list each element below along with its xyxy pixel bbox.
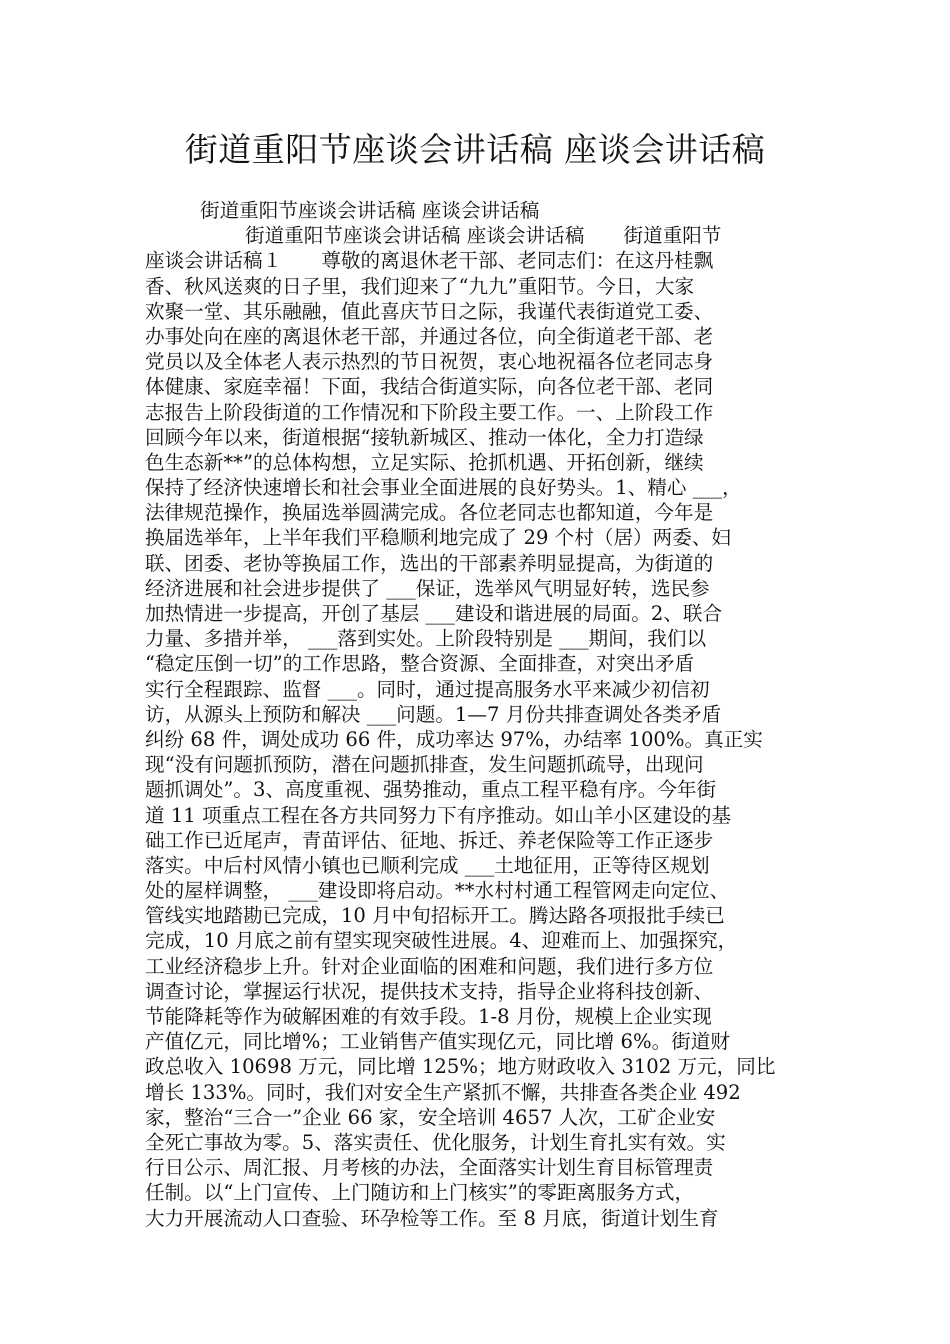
body-line: 座谈会讲话稿１ 尊敬的离退休老干部、老同志们：在这丹桂飘 (145, 249, 714, 273)
body-line: 联、团委、老协等换届工作，选出的干部素养明显提高，为街道的 (145, 551, 714, 575)
body-line: 换届选举年，上半年我们平稳顺利地完成了 29 个村（居）两委、妇 (145, 526, 732, 550)
document-body (145, 198, 825, 1231)
body-line: 节能降耗等作为破解困难的有效手段。1-8 月份，规模上企业实现 (145, 1005, 712, 1028)
body-line: 产值亿元，同比增%；工业销售产值实现亿元，同比增 6%。街道财 (145, 1030, 730, 1054)
body-line: 工业经济稳步上升。针对企业面临的困难和问题，我们进行多方位 (145, 954, 714, 978)
body-line: 完成，10 月底之前有望实现突破性进展。4、迎难而上、加强探究， (145, 929, 738, 953)
document-title: 街道重阳节座谈会讲话稿 座谈会讲话稿 (184, 130, 766, 169)
body-line: 志报告上阶段街道的工作情况和下阶段主要工作。一、上阶段工作 (145, 400, 714, 424)
body-line: 础工作已近尾声，青苗评估、征地、拆迁、养老保险等工作正逐步 (145, 828, 714, 852)
body-line: 全死亡事故为零。5、落实责任、优化服务，计划生育扎实有效。实 (145, 1130, 726, 1154)
body-line: 行日公示、周汇报、月考核的办法，全面落实计划生育目标管理责 (145, 1156, 714, 1180)
body-line: 现“没有问题抓预防，潜在问题抓排查，发生问题抓疏导，出现问 (145, 753, 704, 777)
body-line: 香、秋风送爽的日子里，我们迎来了“九九”重阳节。今日，大家 (145, 274, 695, 298)
body-line: 处的屋样调整， ___建设即将启动。**水村村通工程管网走向定位、 (145, 879, 730, 903)
body-line: 落实。中后村风情小镇也已顺利完成 ___土地征用，正等待区规划 (145, 853, 710, 877)
body-line: 纠纷 68 件，调处成功 66 件，成功率达 97%，办结率 100%。真正实 (145, 727, 763, 751)
body-line: 法律规范操作，换届选举圆满完成。各位老同志也都知道，今年是 (145, 501, 714, 525)
body-line: 加热情进一步提高，开创了基层 ___建设和谐进展的局面。2、联合 (145, 602, 723, 625)
body-line: 题抓调处”。3、高度重视、强势推动，重点工程平稳有序。今年街 (145, 778, 717, 802)
body-line: 访，从源头上预防和解决 ___问题。1—7 月份共排查调处各类矛盾 (145, 702, 722, 726)
body-line: 街道重阳节座谈会讲话稿 座谈会讲话稿 街道重阳节 (245, 224, 722, 248)
body-line: 家，整治“三合一”企业 66 家，安全培训 4657 人次，工矿企业安 (145, 1105, 716, 1129)
body-line: 色生态新**”的总体构想，立足实际、抢抓机遇、开拓创新，继续 (145, 450, 704, 474)
body-line: 欢聚一堂、其乐融融，值此喜庆节日之际，我谨代表街道党工委、 (145, 299, 714, 323)
body-line: 保持了经济快速增长和社会事业全面进展的良好势头。1、精心 ___， (145, 476, 742, 500)
body-line: 调查讨论，掌握运行状况，提供技术支持，指导企业将科技创新、 (145, 979, 714, 1003)
body-line: 任制。以“上门宣传、上门随访和上门核实”的零距离服务方式， (145, 1181, 695, 1205)
body-line: 力量、多措并举， ___落到实处。上阶段特别是 ___期间，我们以 (145, 627, 707, 651)
body-line: 增长 133%。同时，我们对安全生产紧抓不懈，共排查各类企业 492 (145, 1080, 741, 1104)
body-line: 道 11 项重点工程在各方共同努力下有序推动。如山羊小区建设的基 (145, 803, 732, 827)
body-line: 实行全程跟踪、监督 ___。同时，通过提高服务水平来减少初信初 (145, 677, 710, 701)
body-line: 大力开展流动人口查验、环孕检等工作。至 8 月底，街道计划生育 (145, 1206, 719, 1230)
body-line: 经济进展和社会进步提供了 ___保证，选举风气明显好转，选民参 (145, 576, 710, 600)
body-line: 街道重阳节座谈会讲话稿 座谈会讲话稿 (200, 199, 540, 222)
body-line: 政总收入 10698 万元，同比增 125%；地方财政收入 3102 万元，同比 (145, 1055, 776, 1079)
body-line: 党员以及全体老人表示热烈的节日祝贺，衷心地祝福各位老同志身 (145, 350, 714, 374)
body-line: 体健康、家庭幸福！下面，我结合街道实际，向各位老干部、老同 (145, 375, 714, 399)
body-line: 回顾今年以来，街道根据“接轨新城区、推动一体化，全力打造绿 (145, 425, 704, 449)
body-line: “稳定压倒一切”的工作思路，整合资源、全面排查，对突出矛盾 (145, 652, 695, 676)
body-line: 办事处向在座的离退休老干部，并通过各位，向全街道老干部、老 (145, 324, 714, 348)
body-line: 管线实地踏勘已完成，10 月中旬招标开工。腾达路各项报批手续已 (145, 904, 725, 928)
